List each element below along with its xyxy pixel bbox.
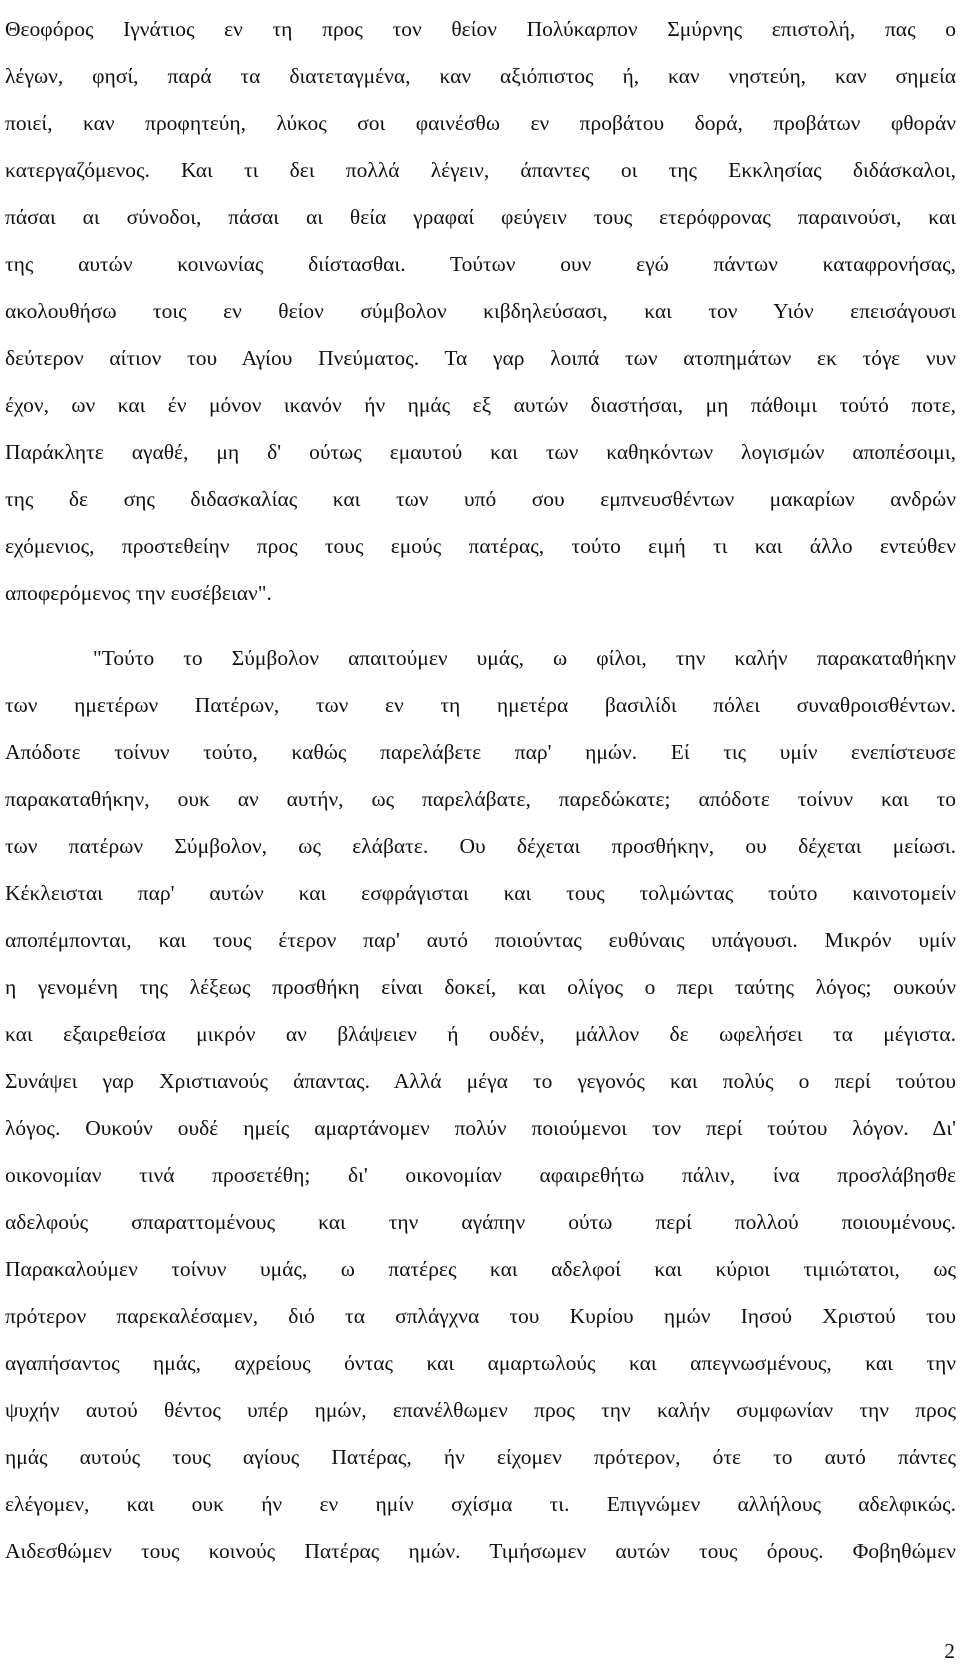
page-number: 2 — [944, 1639, 955, 1663]
text-line: κατεργαζόμενος. Και τι δει πολλά λέγειν, άπαντες οι της Εκκλησίας διδάσκαλοι, — [5, 158, 956, 182]
text-line: της αυτών κοινωνίας διίστασθαι. Τούτων ουν εγώ πάντων καταφρονήσας, — [5, 252, 956, 276]
text-line: αποφερόμενος την ευσέβειαν". — [5, 581, 272, 605]
text-line: Αιδεσθώμεν τους κοινούς Πατέρας ημών. Τιμήσωμεν αυτών τους όρους. Φοβηθώμεν — [5, 1539, 956, 1563]
text-line: αγαπήσαντος ημάς, αχρείους όντας και αμαρτωλούς και απεγνωσμένους, και την — [5, 1351, 956, 1375]
text-line: αποπέμπονται, και τους έτερον παρ' αυτό ποιούντας ευθύναις υπάγουσι. Μικρόν υμίν — [5, 928, 956, 952]
text-line: ψυχήν αυτού θέντος υπέρ ημών, επανέλθωμεν προς την καλήν συμφωνίαν την προς — [5, 1398, 956, 1422]
text-line: ελέγομεν, και ουκ ήν εν ημίν σχίσμα τι. Επιγνώμεν αλλήλους αδελφικώς. — [5, 1492, 956, 1516]
paragraph-2 — [5, 635, 956, 1575]
text-line: Παρακαλούμεν τοίνυν υμάς, ω πατέρες και αδελφοί και κύριοι τιμιώτατοι, ως — [5, 1257, 956, 1281]
text-line: πρότερον παρεκαλέσαμεν, διό τα σπλάγχνα του Κυρίου ημών Ιησού Χριστού του — [5, 1304, 956, 1328]
text-line: των πατέρων Σύμβολον, ως ελάβατε. Ου δέχεται προσθήκην, ου δέχεται μείωσι. — [5, 834, 956, 858]
text-line: λόγος. Ουκούν ουδέ ημείς αμαρτάνομεν πολύν ποιούμενοι τον περί τούτου λόγον. Δι' — [5, 1116, 956, 1140]
text-line: η γενομένη της λέξεως προσθήκη είναι δοκεί, και ολίγος ο περι ταύτης λόγος; ουκούν — [5, 975, 956, 999]
paragraph-1 — [5, 6, 956, 617]
text-line: και εξαιρεθείσα μικρόν αν βλάψειεν ή ουδέν, μάλλον δε ωφελήσει τα μέγιστα. — [5, 1022, 956, 1046]
text-line: ποιεί, καν προφητεύη, λύκος σοι φαινέσθω εν προβάτου δορά, προβάτων φθοράν — [5, 111, 956, 135]
text-line: δεύτερον αίτιον του Αγίου Πνεύματος. Τα γαρ λοιπά των ατοπημάτων εκ τόγε νυν — [5, 346, 956, 370]
text-line: Παράκλητε αγαθέ, μη δ' ούτως εμαυτού και των καθηκόντων λογισμών αποπέσοιμι, — [5, 440, 956, 464]
text-line: Θεοφόρος Ιγνάτιος εν τη προς τον θείον Πολύκαρπον Σμύρνης επιστολή, πας ο — [5, 17, 956, 41]
text-line: "Τούτο το Σύμβολον απαιτούμεν υμάς, ω φίλοι, την καλήν παρακαταθήκην — [93, 646, 956, 670]
text-line: Κέκλεισται παρ' αυτών και εσφράγισται και τους τολμώντας τούτο καινοτομείν — [5, 881, 956, 905]
text-line: εχόμενιος, προστεθείην προς τους εμούς πατέρας, τούτο ειμή τι και άλλο εντεύθεν — [5, 534, 956, 558]
text-line: των ημετέρων Πατέρων, των εν τη ημετέρα βασιλίδι πόλει συναθροισθέντων. — [5, 693, 956, 717]
text-line: παρακαταθήκην, ουκ αν αυτήν, ως παρελάβατε, παρεδώκατε; απόδοτε τοίνυν και το — [5, 787, 956, 811]
text-line: έχον, ων και έν μόνον ικανόν ήν ημάς εξ αυτών διαστήσαι, μη πάθοιμι τούτό ποτε, — [5, 393, 956, 417]
text-line: ακολουθήσω τοις εν θείον σύμβολον κιβδηλεύσασι, και τον Υιόν επεισάγουσι — [5, 299, 956, 323]
text-line: οικονομίαν τινά προσετέθη; δι' οικονομίαν αφαιρεθήτω πάλιν, ίνα προσλάβησθε — [5, 1163, 956, 1187]
text-line: της δε σης διδασκαλίας και των υπό σου εμπνευσθέντων μακαρίων ανδρών — [5, 487, 956, 511]
text-line: πάσαι αι σύνοδοι, πάσαι αι θεία γραφαί φεύγειν τους ετερόφρονας παραινούσι, και — [5, 205, 956, 229]
text-line: Απόδοτε τοίνυν τούτο, καθώς παρελάβετε παρ' ημών. Εί τις υμίν ενεπίστευσε — [5, 740, 956, 764]
text-line: λέγων, φησί, παρά τα διατεταγμένα, καν αξιόπιστος ή, καν νηστεύη, καν σημεία — [5, 64, 956, 88]
text-line: Συνάψει γαρ Χριστιανούς άπαντας. Αλλά μέγα το γεγονός και πολύς ο περί τούτου — [5, 1069, 956, 1093]
text-line: ημάς αυτούς τους αγίους Πατέρας, ήν είχομεν πρότερον, ότε το αυτό πάντες — [5, 1445, 956, 1469]
text-line: αδελφούς σπαραττομένους και την αγάπην ούτω περί πολλού ποιουμένους. — [5, 1210, 956, 1234]
